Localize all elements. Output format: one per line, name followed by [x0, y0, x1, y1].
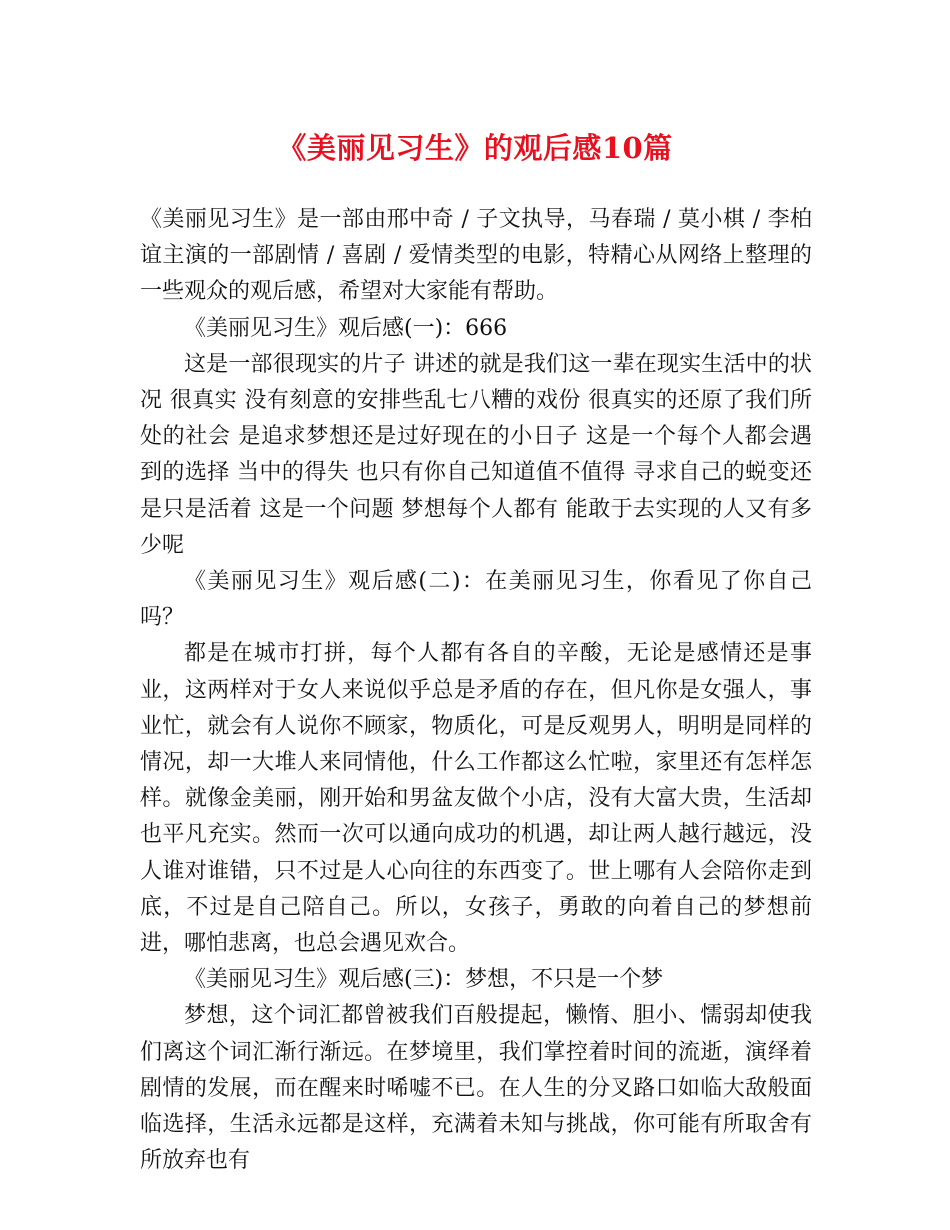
review-2-heading: 《美丽见习生》观后感(二)：在美丽见习生，你看见了你自己吗？	[140, 569, 812, 631]
document-body	[140, 202, 812, 1179]
review-2-paragraph: 都是在城市打拼，每个人都有各自的辛酸，无论是感情还是事业，这两样对于女人来说似乎总是矛盾的存在，但凡你是女强人，事业忙，就会有人说你不顾家，物质化，可是反观男人，明明是同样的情况，却一大堆人来同情他，什么工作都这么忙啦，家里还有怎样怎样。就像金美丽，刚开始和男盆友做个小店，没有大富大贵，生活却也平凡充实。然而一次可以通向成功的机遇，却让两人越行越远，没人谁对谁错，只不过是人心向往的东西变了。世上哪有人会陪你走到底，不过是自己陪自己。所以，女孩子，勇敢的向着自己的梦想前进，哪怕悲离，也总会遇见欢合。	[140, 641, 812, 957]
review-3-heading: 《美丽见习生》观后感(三)：梦想，不只是一个梦	[184, 967, 664, 993]
review-3-paragraph: 梦想，这个词汇都曾被我们百般提起，懒惰、胆小、懦弱却使我们离这个词汇渐行渐远。在梦境里，我们掌控着时间的流逝，演绎着剧情的发展，而在醒来时唏嘘不已。在人生的分叉路口如临大敌般面临选择，生活永远都是这样，充满着未知与挑战，你可能有所取舍有所放弃也有	[140, 1003, 812, 1174]
intro-paragraph: 《美丽见习生》是一部由邢中奇 / 子文执导，马春瑞 / 莫小棋 / 李柏谊主演的一部剧情 / 喜剧 / 爱情类型的电影，特精心从网络上整理的一些观众的观后感，希望对大家能有帮助。	[140, 207, 812, 305]
document-title: 《美丽见习生》的观后感10篇	[277, 131, 673, 165]
review-1-paragraph: 这是一部很现实的片子 讲述的就是我们这一辈在现实生活中的状况 很真实 没有刻意的安排些乱七八糟的戏份 很真实的还原了我们所处的社会 是追求梦想还是过好现在的小日子 这是一个每个人都会遇到的选择 当中的得失 也只有你自己知道值不值得 寻求自己的蜕变还是只是活着 这是一个问题 梦想每个人都有 能敢于去实现的人又有多少呢	[140, 351, 812, 558]
review-1-heading: 《美丽见习生》观后感(一)：666	[184, 315, 508, 341]
